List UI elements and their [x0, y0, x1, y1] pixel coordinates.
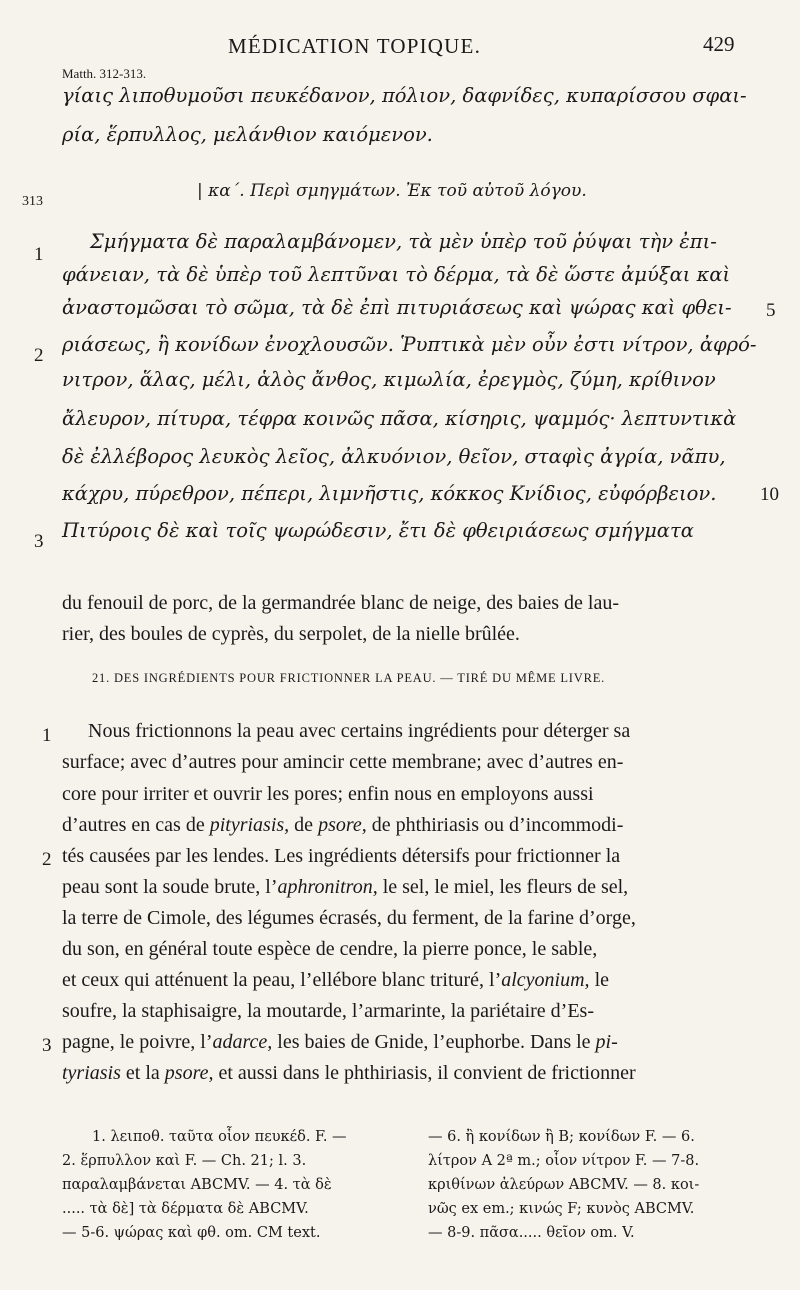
french-text-line [62, 1032, 754, 1052]
source-reference: Matth. 312-313. [62, 66, 147, 81]
text-run: et aussi dans le phthiriasis, il convient de frictionner [213, 1062, 636, 1084]
french-text-line: surface; avec d’autres pour amincir cette membrane; avec d’autres en- [62, 751, 624, 773]
french-text-line [62, 1063, 754, 1083]
footnote-line: — 6. ἢ κονίδων ἢ B; κονίδων F. — 6. [428, 1129, 695, 1145]
greek-text-line: ριάσεως, ἢ κονίδων ἐνοχλουσῶν. Ῥυπτικὰ μὲν οὖν ἐστι νίτρον, ἀφρό- [62, 333, 757, 356]
italic-term: alcyonium, [501, 969, 590, 991]
french-intro-line: rier, des boules de cyprès, du serpolet, de la nielle brûlée. [62, 623, 520, 645]
running-header [0, 30, 800, 64]
line-number: 10 [760, 484, 779, 505]
italic-term: pi- [595, 1031, 618, 1053]
greek-text-line: Πιτύροις δὲ καὶ τοῖς ψωρώδεσιν, ἔτι δὲ φθειριάσεως σμήγματα [62, 519, 694, 542]
margin-reference: 313 [22, 194, 43, 209]
french-intro-line: du fenouil de porc, de la germandrée blanc de neige, des baies de lau- [62, 592, 619, 614]
text-run: et la [120, 1062, 165, 1084]
greek-section-heading: | κα΄. Περὶ σμηγμάτων. Ἐκ τοῦ αὐτοῦ λόγου. [197, 181, 587, 201]
page-title: MÉDICATION TOPIQUE. [228, 34, 482, 58]
italic-term: psore, [318, 814, 367, 836]
greek-text-line: κάχρυ, πύρεθρον, πέπερι, λιμνῆστις, κόκκος Κνίδιος, εὐφόρβειον. [62, 482, 717, 505]
footnote-line: λίτρον A 2ª m.; οἷον νίτρον F. — 7-8. [428, 1153, 700, 1169]
section-number: 1 [34, 244, 44, 265]
footnote-line: — 5-6. ψώρας καὶ φθ. om. CM text. [62, 1225, 321, 1241]
french-text-line: du son, en général toute espèce de cendre, la pierre ponce, le sable, [62, 938, 598, 960]
text-run: de [289, 814, 319, 836]
footnote-line: κριθίνων ἀλεύρων ABCMV. — 8. κοι- [428, 1177, 700, 1193]
line-number: 5 [766, 300, 776, 321]
text-run: pagne, le poivre, l’ [62, 1031, 213, 1053]
french-text-line: la terre de Cimole, des légumes écrasés, du ferment, de la farine d’orge, [62, 907, 636, 929]
greek-text-line: φάνειαν, τὰ δὲ ὑπὲρ τοῦ λεπτῦναι τὸ δέρμα, τὰ δὲ ὥστε ἀμύξαι καὶ [62, 263, 731, 286]
section-number: 2 [34, 345, 44, 366]
french-text-line: core pour irriter et ouvrir les pores; enfin nous en employons aussi [62, 783, 594, 805]
french-text-line [62, 815, 754, 835]
footnote-line: νῶς ex em.; κινώς F; κυνὸς ABCMV. [428, 1201, 695, 1217]
text-run: d’autres en cas de [62, 814, 210, 836]
french-text-line [62, 970, 754, 990]
text-run: peau sont la soude brute, l’ [62, 876, 278, 898]
italic-term: psore, [164, 1062, 214, 1084]
footnote-line: 2. ἕρπυλλον καὶ F. — Ch. 21; l. 3. [62, 1153, 307, 1169]
greek-text-line: ἀναστομῶσαι τὸ σῶμα, τὰ δὲ ἐπὶ πιτυριάσεως καὶ ψώρας καὶ φθει- [62, 296, 732, 319]
text-run: et ceux qui atténuent la peau, l’ellébore blanc trituré, l’ [62, 969, 502, 991]
footnote-line: — 8-9. πᾶσα..... θεῖον om. V. [428, 1225, 635, 1241]
greek-intro-line: ρία, ἕρπυλλος, μελάνθιον καιόμενον. [62, 123, 433, 146]
french-text-line: soufre, la staphisaigre, la moutarde, l’armarinte, la pariétaire d’Es- [62, 1000, 594, 1022]
french-text-line [62, 877, 754, 897]
italic-term: adarce, [212, 1031, 273, 1053]
french-section-heading: 21. DES INGRÉDIENTS POUR FRICTIONNER LA PEAU. — TIRÉ DU MÊME LIVRE. [92, 671, 606, 685]
section-number: 1 [42, 725, 52, 746]
french-text-line: Nous frictionnons la peau avec certains ingrédients pour déterger sa [88, 720, 631, 742]
french-text-line: tés causées par les lendes. Les ingrédients détersifs pour frictionner la [62, 845, 621, 867]
section-number: 3 [34, 531, 44, 552]
text-run: de phthiriasis ou d’incommodi- [366, 814, 624, 836]
greek-intro-line: γίαις λιποθυμοῦσι πευκέδανον, πόλιον, δαφνίδες, κυπαρίσσου σφαι- [62, 84, 747, 107]
greek-text-line: δὲ ἐλλέβορος λευκὸς λεῖος, ἀλκυόνιον, θεῖον, σταφὶς ἀγρία, νᾶπυ, [62, 445, 726, 468]
italic-term: aphronitron, [277, 876, 378, 898]
footnote-line: ..... τὰ δὲ] τὰ δέρματα δὲ ABCMV. [62, 1201, 309, 1217]
greek-text-line: Σμήγματα δὲ παραλαμβάνομεν, τὰ μὲν ὑπὲρ τοῦ ῥύψαι τὴν ἐπι- [90, 230, 717, 253]
footnote-line: παραλαμβάνεται ABCMV. — 4. τὰ δὲ [62, 1177, 332, 1193]
text-run: le [589, 969, 609, 991]
greek-text-line: ἄλευρον, πίτυρα, τέφρα κοινῶς πᾶσα, κίσηρις, ψαμμός· λεπτυντικὰ [62, 407, 737, 430]
section-number: 3 [42, 1035, 52, 1056]
footnote-line: 1. λειποθ. ταῦτα οἷον πευκέδ. F. — [92, 1129, 347, 1145]
text-run: le sel, le miel, les fleurs de sel, [377, 876, 629, 898]
text-run: les baies de Gnide, l’euphorbe. Dans le [272, 1031, 596, 1053]
section-number: 2 [42, 849, 52, 870]
italic-term: tyriasis [62, 1062, 121, 1084]
greek-text-line: νιτρον, ἅλας, μέλι, ἁλὸς ἄνθος, κιμωλία, ἐρεγμὸς, ζύμη, κρίθινον [62, 368, 716, 391]
italic-term: pityriasis, [209, 814, 290, 836]
page-number: 429 [703, 32, 735, 56]
